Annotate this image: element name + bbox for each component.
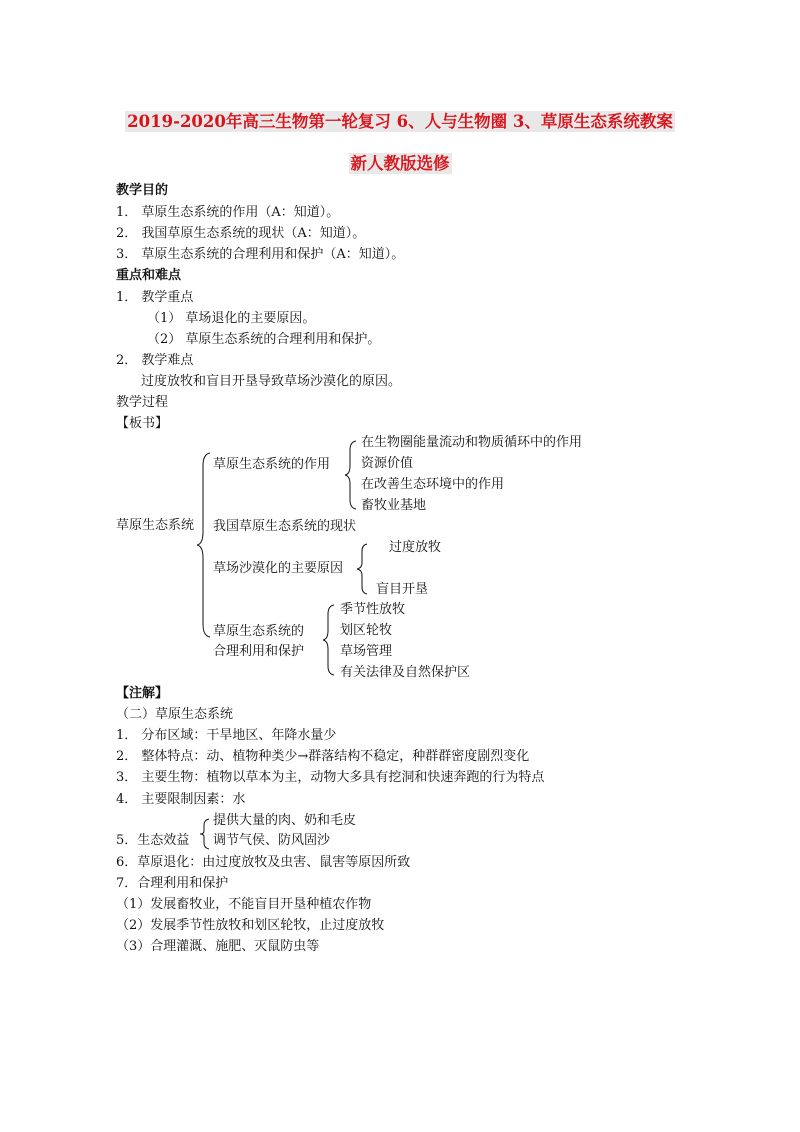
notes-item: 2． 整体特点：动、植物种类少→群落结构不稳定，种群群密度剧烈变化 <box>116 749 530 764</box>
degrade-text: 6．草原退化：由过度放牧及虫害、鼠害等原因所致 <box>116 855 411 870</box>
notes-item: 4． 主要限制因素：水 <box>116 792 246 807</box>
board-role: 草原生态系统的作用 <box>213 457 331 472</box>
benefit-label: 5．生态效益 <box>116 833 190 848</box>
document-title-line-2: 新人教版选修 <box>350 154 450 173</box>
focus-item: （2） 草原生态系统的合理利用和保护。 <box>147 332 381 347</box>
desert-item: 盲目开垦 <box>376 582 429 597</box>
use-item: 划区轮牧 <box>340 623 393 638</box>
board-status: 我国草原生态系统的现状 <box>213 519 357 534</box>
use-note-item: （1）发展畜牧业，不能盲目开垦种植农作物 <box>116 897 372 912</box>
role-brace <box>344 440 360 510</box>
use-item: 草场管理 <box>340 644 393 659</box>
objective-item: 3． 草原生态系统的合理利用和保护（A：知道）。 <box>116 247 405 262</box>
difficulty-text: 过度放牧和盲目开垦导致草场沙漠化的原因。 <box>141 374 402 389</box>
objectives-heading: 教学目的 <box>116 183 169 198</box>
notes-section: （二）草原生态系统 <box>116 707 234 722</box>
board-label: 【板书】 <box>116 416 169 431</box>
difficulty-label: 2． 教学难点 <box>116 353 194 368</box>
key-points-heading: 重点和难点 <box>116 268 182 283</box>
role-item: 畜牧业基地 <box>361 498 427 513</box>
use-item: 有关法律及自然保护区 <box>340 665 471 680</box>
use-brace <box>322 604 338 676</box>
objective-item: 2． 我国草原生态系统的现状（A：知道）。 <box>116 226 366 241</box>
process-heading: 教学过程 <box>116 395 169 410</box>
objective-item: 1． 草原生态系统的作用（A：知道）。 <box>116 205 340 220</box>
use-note-item: （3）合理灌溉、施肥、灭鼠防虫等 <box>116 939 320 954</box>
role-item: 资源价值 <box>361 456 414 471</box>
board-desert: 草场沙漠化的主要原因 <box>213 561 344 576</box>
focus-item: （1） 草场退化的主要原因。 <box>147 311 316 326</box>
benefit-item: 调节气侯、防风固沙 <box>213 833 331 848</box>
root-brace <box>196 452 216 638</box>
board-use-line-2: 合理利用和保护 <box>213 644 305 659</box>
document-title-line-1: 2019-2020年高三生物第一轮复习 6、人与生物圈 3、草原生态系统教案 <box>127 112 673 131</box>
desert-brace <box>356 543 370 595</box>
focus-label: 1． 教学重点 <box>116 290 194 305</box>
role-item: 在生物圈能量流动和物质循环中的作用 <box>361 435 583 450</box>
desert-item: 过度放牧 <box>389 540 442 555</box>
benefit-item: 提供大量的肉、奶和毛皮 <box>213 813 357 828</box>
board-root: 草原生态系统 <box>116 518 195 533</box>
notes-item: 3． 主要生物：植物以草本为主，动物大多具有挖洞和快速奔跑的行为特点 <box>116 770 545 785</box>
use-item: 季节性放牧 <box>340 602 406 617</box>
benefit-brace <box>199 818 211 850</box>
notes-item: 1． 分布区域：干旱地区、年降水量少 <box>116 728 337 743</box>
notes-label: 【注解】 <box>116 686 169 701</box>
use-heading: 7．合理利用和保护 <box>116 876 229 891</box>
board-use-line-1: 草原生态系统的 <box>213 624 305 639</box>
use-note-item: （2）发展季节性放牧和划区轮牧，止过度放牧 <box>116 918 385 933</box>
role-item: 在改善生态环境中的作用 <box>361 477 505 492</box>
